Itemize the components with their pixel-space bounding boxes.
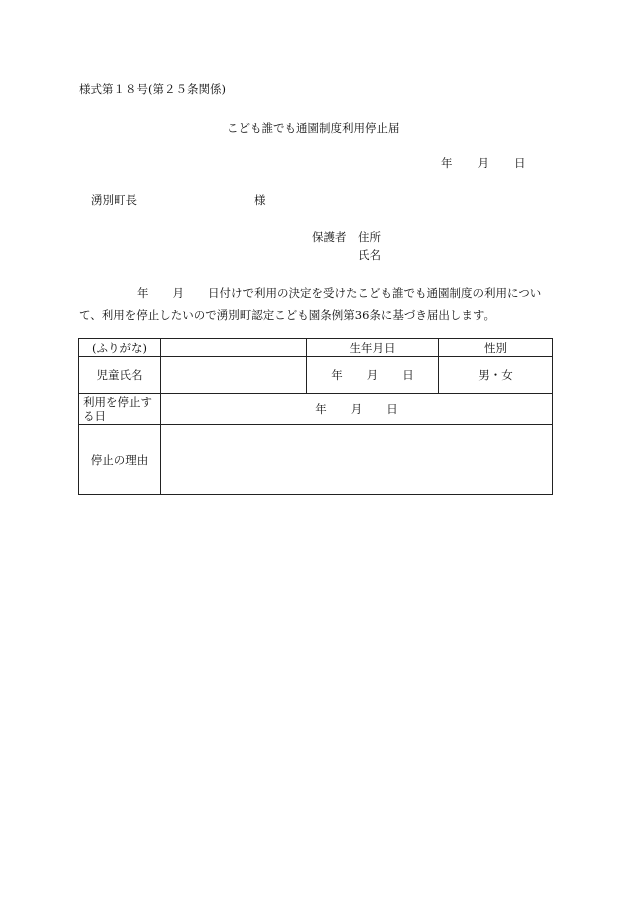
body-month: 月 [172,286,184,300]
birth-month: 月 [366,368,379,382]
body-line1-rest: 日付けで利用の決定を受けたこども誰でも通園制度の利用につい [208,286,542,300]
reason-field[interactable] [161,425,553,495]
gender-field[interactable]: 男・女 [439,357,553,394]
body-line2: て、利用を停止したいので湧別町認定こども園条例第36条に基づき届出します。 [79,308,495,322]
child-info-table [78,338,553,495]
addressee-name: 湧別町長 [91,193,137,207]
submission-date [441,156,526,170]
date-year: 年 [441,156,453,170]
document-title: こども誰でも通園制度利用停止届 [227,121,400,135]
table-row [79,357,553,394]
stop-year: 年 [315,402,327,416]
birth-day: 日 [402,368,414,382]
form-number: 様式第１８号(第２５条関係) [79,82,226,96]
name-label: 氏名 [358,248,381,262]
date-month: 月 [477,156,489,170]
body-paragraph [79,282,554,326]
addressee-honorific: 様 [254,193,266,207]
date-day: 日 [514,156,526,170]
birthdate-header: 生年月日 [307,339,439,357]
birthdate-field[interactable] [307,357,439,394]
furigana-field[interactable] [161,339,307,357]
address-label: 住所 [358,230,381,244]
stop-day: 日 [386,402,398,416]
stop-date-label: 利用を停止する日 [79,394,161,425]
birth-year: 年 [331,368,343,382]
stop-month: 月 [350,402,363,416]
body-year: 年 [137,286,149,300]
table-row [79,394,553,425]
table-row [79,339,553,357]
child-name-label: 児童氏名 [79,357,161,394]
stop-date-field[interactable] [161,394,553,425]
furigana-label: (ふりがな) [79,339,161,357]
applicant-role: 保護者 [312,230,347,244]
child-name-field[interactable] [161,357,307,394]
reason-label: 停止の理由 [79,425,161,495]
gender-header: 性別 [439,339,553,357]
table-row [79,425,553,495]
